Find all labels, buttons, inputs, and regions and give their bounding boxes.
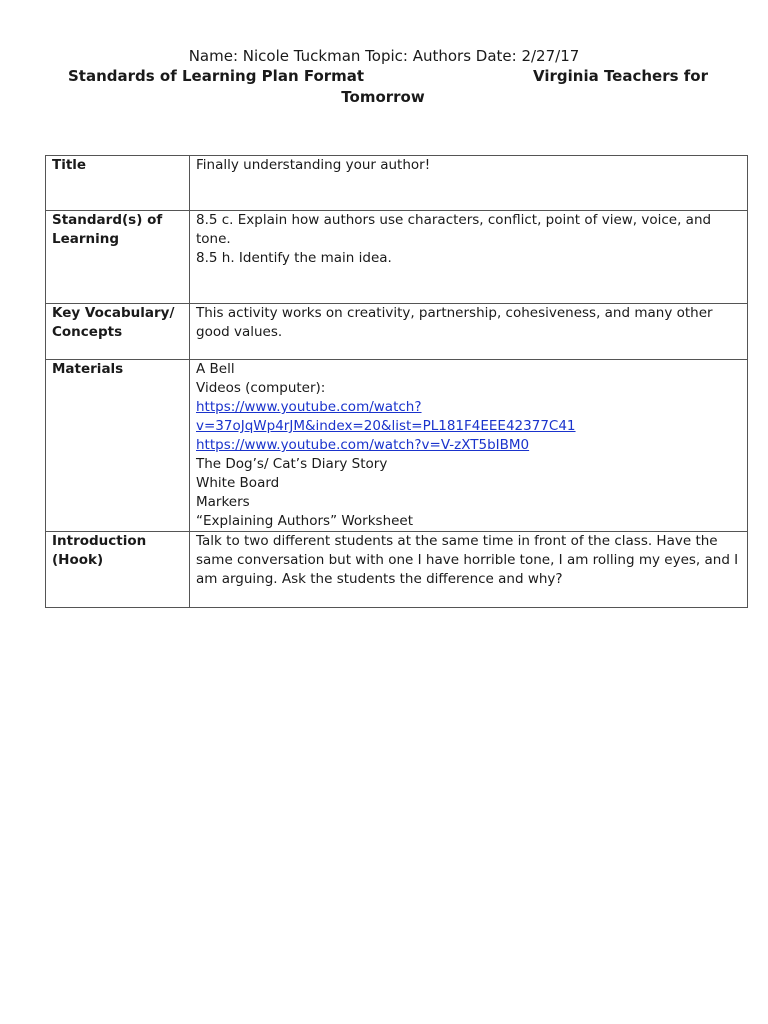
row-label-materials: Materials [46, 360, 190, 532]
table-row-standards [46, 211, 748, 304]
row-content-materials [190, 360, 748, 532]
video-link-2[interactable]: https://www.youtube.com/watch?v=V-zXT5bIBM0 [196, 437, 530, 453]
table-row-vocabulary [46, 304, 748, 360]
table-row-introduction [46, 532, 748, 608]
table-row-materials [46, 360, 748, 532]
row-label-introduction: Introduction (Hook) [46, 532, 190, 608]
standard-8-5-c: 8.5 c. Explain how authors use characters, conflict, point of view, voice, and tone. [196, 212, 712, 247]
table-row-title [46, 156, 748, 211]
lesson-plan-table [45, 155, 748, 608]
row-content-vocabulary: This activity works on creativity, partnership, cohesiveness, and many other good values. [190, 304, 748, 360]
heading-organization: Virginia Teachers for [533, 67, 708, 85]
material-item: A Bell [196, 361, 235, 377]
standard-8-5-h: 8.5 h. Identify the main idea. [196, 250, 392, 266]
row-label-standards: Standard(s) of Learning [46, 211, 190, 304]
row-content-introduction: Talk to two different students at the same time in front of the class. Have the same conversation but with one I have horrible tone, I am rolling my eyes, and I am arguing. Ask the students the difference and why? [190, 532, 748, 608]
material-item: The Dog’s/ Cat’s Diary Story [196, 456, 388, 472]
material-item: Videos (computer): [196, 380, 326, 396]
video-link-1[interactable]: https://www.youtube.com/watch?v=37oJqWp4rJM&index=20&list=PL181F4EEE42377C41 [196, 399, 576, 434]
heading-organization-continued: Tomorrow [341, 88, 425, 106]
material-item: “Explaining Authors” Worksheet [196, 513, 414, 529]
row-content-standards [190, 211, 748, 304]
name-topic-date-line: Name: Nicole Tuckman Topic: Authors Date: 2/27/17 [188, 47, 580, 65]
document-heading [68, 66, 708, 108]
material-item: White Board [196, 475, 280, 491]
row-label-title: Title [46, 156, 190, 211]
material-item: Markers [196, 494, 250, 510]
row-content-title: Finally understanding your author! [190, 156, 748, 211]
row-label-vocabulary: Key Vocabulary/ Concepts [46, 304, 190, 360]
heading-plan-format: Standards of Learning Plan Format [68, 67, 365, 85]
